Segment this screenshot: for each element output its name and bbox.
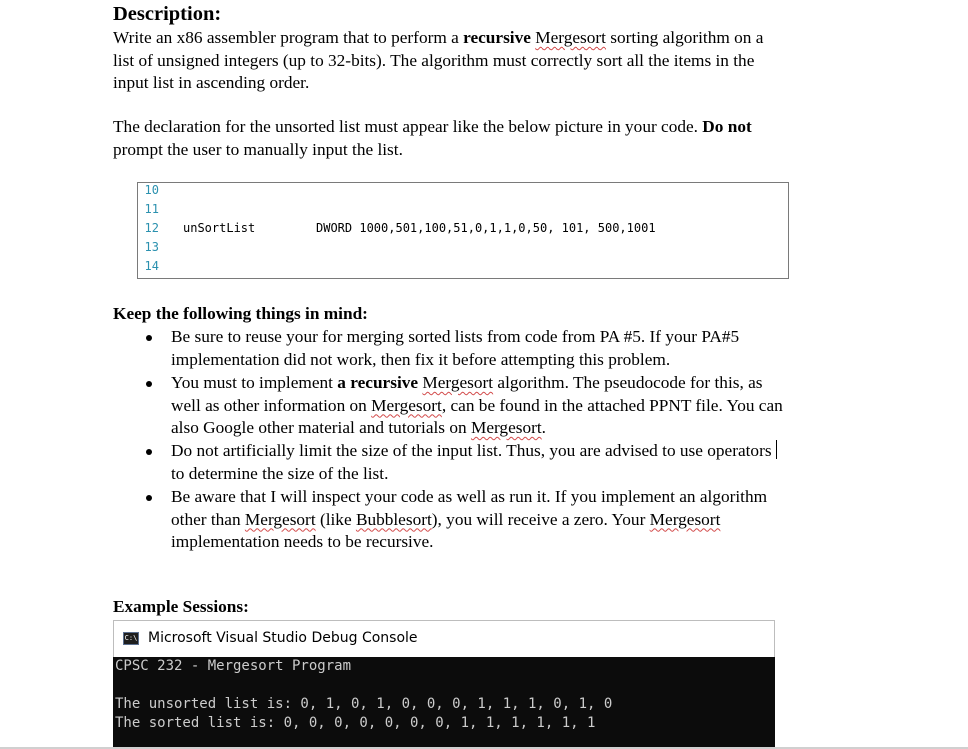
variable-declaration: DWORD 1000,501,100,51,0,1,1,0,50, 101, 500,1001: [316, 221, 656, 235]
list-item-line: Be aware that I will inspect your code as well as run it. If you implement an algorithm: [171, 487, 768, 506]
description-line-2: list of unsigned integers (up to 32-bits). The algorithm must correctly sort all the items in the: [113, 50, 755, 70]
variable-name: unSortList: [183, 221, 256, 235]
example-sessions-heading: Example Sessions:: [113, 597, 249, 616]
list-item: [171, 326, 871, 371]
description-line-1: Write an x86 assembler program that to perform a recursive Mergesort sorting algorithm on a: [113, 28, 764, 47]
text-cursor-icon: [776, 440, 777, 459]
console-title-bar: [113, 620, 775, 657]
console-line: CPSC 232 - Mergesort Program: [115, 658, 352, 674]
list-item: [171, 486, 871, 554]
list-item-line: well as other information on Mergesort, can be found in the attached PPNT file. You can: [171, 395, 783, 415]
list-item-line: Do not artificially limit the size of the input list. Thus, you are advised to use operators: [171, 440, 871, 463]
description-heading: Description:: [113, 3, 222, 25]
declaration-paragraph: [113, 116, 873, 161]
line-number: 12: [144, 221, 159, 235]
line-number: 11: [144, 202, 159, 216]
code-line: [138, 219, 788, 238]
keep-in-mind-heading: Keep the following things in mind:: [113, 304, 368, 323]
list-item: [171, 440, 871, 485]
console-app-icon: C:\: [123, 632, 139, 645]
bullet-icon: [146, 495, 152, 501]
code-line: [138, 200, 788, 219]
list-item-line: also Google other material and tutorials on Mergesort.: [171, 418, 546, 437]
code-line: [138, 181, 788, 200]
console-output: [113, 657, 775, 749]
line-number: 10: [144, 183, 159, 197]
console-title: Microsoft Visual Studio Debug Console: [148, 630, 418, 646]
description-paragraph: [113, 27, 873, 95]
console-line: The sorted list is: 0, 0, 0, 0, 0, 0, 0, 1, 1, 1, 1, 1, 1: [115, 715, 596, 731]
line-number: 13: [144, 240, 159, 254]
console-line: The unsorted list is: 0, 1, 0, 1, 0, 0, 0, 1, 1, 1, 0, 1, 0: [115, 696, 613, 712]
list-item: [171, 372, 871, 440]
code-line: [138, 238, 788, 257]
list-item-line: to determine the size of the list.: [171, 463, 389, 483]
list-item-line: implementation did not work, then fix it before attempting this problem.: [171, 349, 671, 369]
description-line-3: input list in ascending order.: [113, 73, 310, 92]
declaration-line-2: prompt the user to manually input the list.: [113, 139, 403, 159]
list-item-line: implementation needs to be recursive.: [171, 532, 434, 551]
declaration-line-1: The declaration for the unsorted list must appear like the below picture in your code. Do not: [113, 117, 752, 136]
code-line: [138, 257, 788, 276]
debug-console-window: [113, 620, 775, 749]
list-item-line: Be sure to reuse your for merging sorted lists from code from PA #5. If your PA#5: [171, 327, 740, 346]
code-snippet-image: [137, 182, 789, 279]
list-item-line: other than Mergesort (like Bubblesort), you will receive a zero. Your Mergesort: [171, 509, 721, 529]
list-item-line: You must to implement a recursive Mergesort algorithm. The pseudocode for this, as: [171, 373, 763, 392]
bullet-icon: [146, 449, 152, 455]
bullet-icon: [146, 381, 152, 387]
line-number: 14: [144, 259, 159, 273]
bullet-icon: [146, 335, 152, 341]
